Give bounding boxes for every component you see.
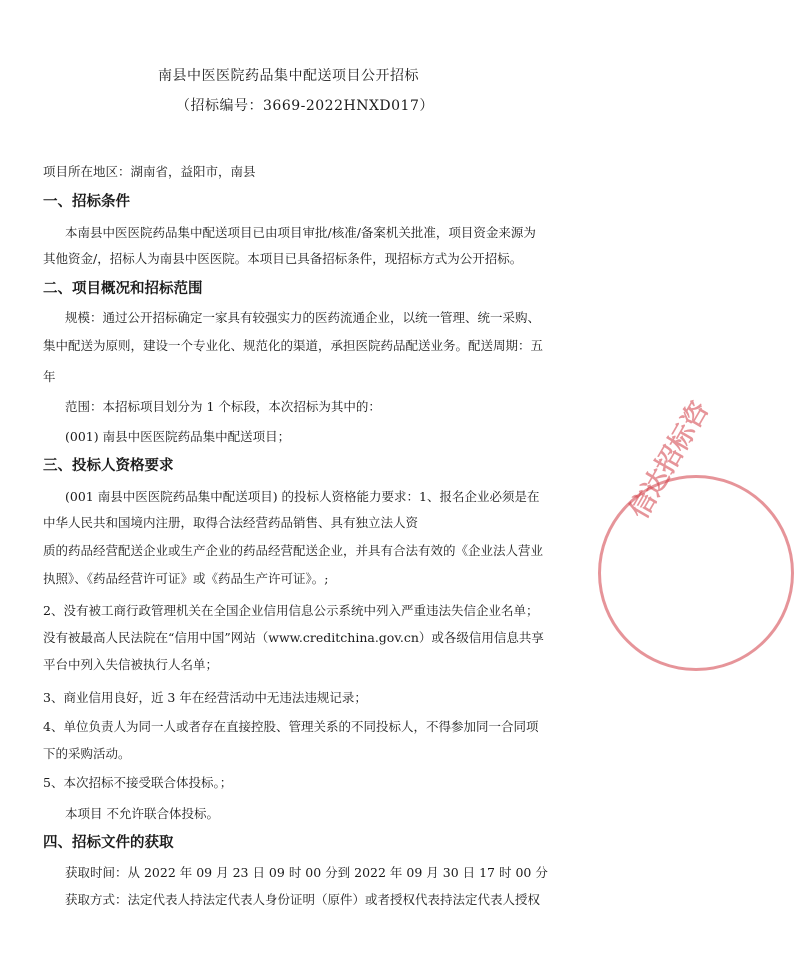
paragraph-line: 没有被最高人民法院在“信用中国”网站（www.creditchina.gov.cn）或各级信用信息共享: [43, 630, 544, 645]
paragraph-line: 规模：通过公开招标确定一家具有较强实力的医药流通企业，以统一管理、统一采购、: [65, 310, 541, 325]
paragraph-line: 本项目 不允许联合体投标。: [65, 806, 219, 821]
section-heading: 四、招标文件的获取: [43, 835, 174, 851]
paragraph-line: 质的药品经营配送企业或生产企业的药品经营配送企业，并具有合法有效的《企业法人营业: [43, 543, 544, 558]
section-heading: 一、招标条件: [43, 194, 130, 210]
paragraph-line: 年: [43, 369, 56, 384]
section-heading: 三、投标人资格要求: [43, 458, 174, 474]
seal-text: 信达招标咨: [624, 396, 716, 524]
paragraph-line: 获取时间：从 2022 年 09 月 23 日 09 时 00 分到 2022 年 09 月 30 日 17 时 00 分: [65, 865, 548, 880]
paragraph-line: (001 南县中医医院药品集中配送项目) 的投标人资格能力要求：1、报名企业必须是在: [65, 489, 540, 504]
document-subtitle: （招标编号：3669-2022HNXD017）: [176, 98, 434, 114]
paragraph-line: 2、没有被工商行政管理机关在全国企业信用信息公示系统中列入严重违法失信企业名单；: [43, 603, 539, 618]
paragraph-line: 集中配送为原则，建设一个专业化、规范化的渠道，承担医院药品配送业务。配送周期：五: [43, 338, 544, 353]
paragraph-line: 本南县中医医院药品集中配送项目已由项目审批/核准/备案机关批准，项目资金来源为: [65, 225, 536, 240]
paragraph-line: 3、商业信用良好，近 3 年在经营活动中无违法违规记录；: [43, 690, 367, 705]
section-heading: 二、项目概况和招标范围: [43, 281, 203, 297]
paragraph-line: 执照》、《药品经营许可证》或《药品生产许可证》。;: [43, 571, 329, 586]
paragraph-line: 获取方式：法定代表人持法定代表人身份证明（原件）或者授权代表持法定代表人授权: [65, 892, 541, 907]
official-seal-stamp: [598, 396, 794, 671]
paragraph-line: 下的采购活动。: [43, 746, 131, 761]
project-location: 项目所在地区：湖南省，益阳市，南县: [43, 164, 256, 179]
paragraph-line: 平台中列入失信被执行人名单；: [43, 657, 219, 672]
document-title: 南县中医医院药品集中配送项目公开招标: [158, 68, 419, 84]
paragraph-line: 范围：本招标项目划分为 1 个标段，本次招标为其中的：: [65, 399, 381, 414]
paragraph-line: 其他资金/，招标人为南县中医医院。本项目已具备招标条件，现招标方式为公开招标。: [43, 251, 523, 266]
paragraph-line: 4、单位负责人为同一人或者存在直接控股、管理关系的不同投标人，不得参加同一合同项: [43, 719, 539, 734]
paragraph-line: (001) 南县中医医院药品集中配送项目；: [65, 429, 291, 444]
paragraph-line: 中华人民共和国境内注册，取得合法经营药品销售、具有独立法人资: [43, 515, 419, 530]
paragraph-line: 5、本次招标不接受联合体投标。；: [43, 775, 233, 790]
